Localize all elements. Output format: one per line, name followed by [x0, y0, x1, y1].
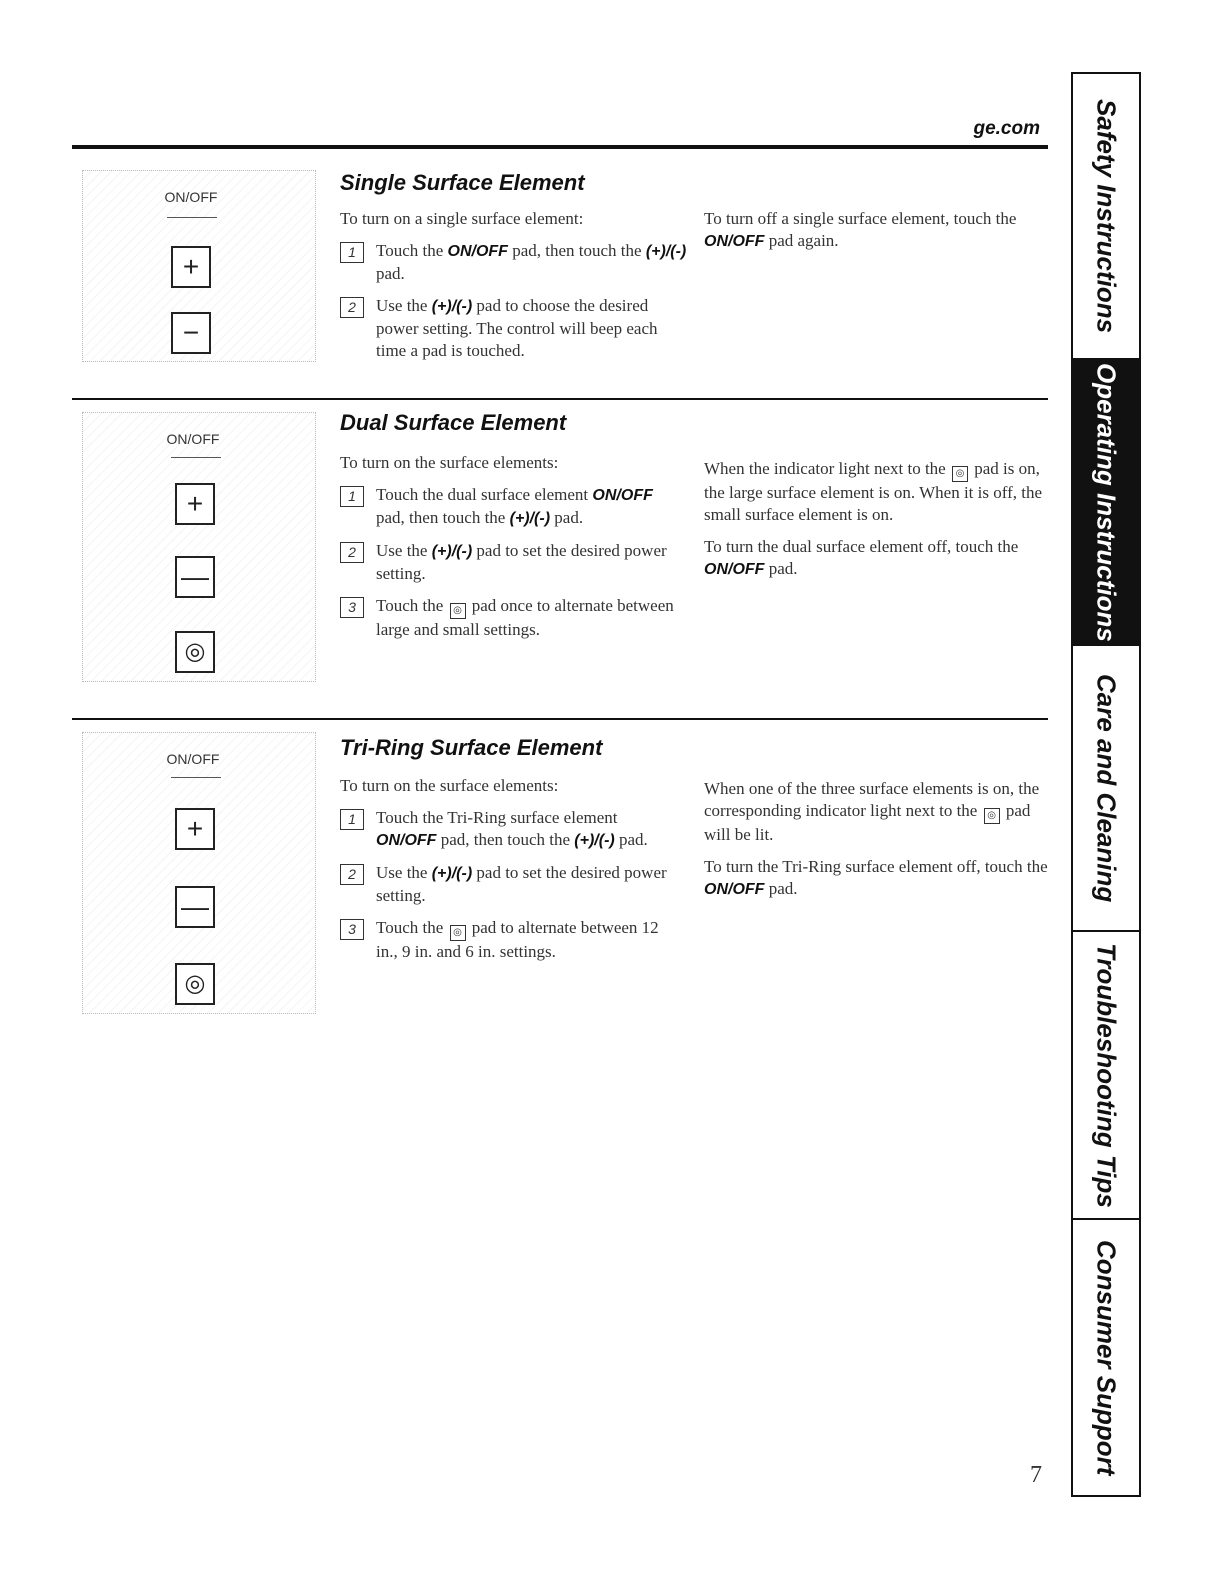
intro-text: To turn on a single surface element: — [340, 209, 584, 228]
indicator-bar — [167, 217, 217, 218]
step-item: 1 Touch the ON/OFF pad, then touch the (+)/(-) pad. — [340, 240, 690, 285]
element-select-pad[interactable]: ◎ — [175, 631, 215, 673]
element-select-icon: ◎ — [450, 603, 466, 619]
step-number: 1 — [340, 242, 364, 263]
section-tri-ring — [72, 720, 1048, 1040]
step-item: 3 Touch the ◎ pad once to alternate between large and small settings. — [340, 595, 680, 641]
plus-pad[interactable]: + — [175, 483, 215, 525]
minus-pad[interactable]: — — [175, 556, 215, 598]
onoff-label: ON/OFF — [166, 431, 220, 447]
step-item: 2 Use the (+)/(-) pad to set the desired power setting. — [340, 540, 680, 585]
plus-pad[interactable]: + — [171, 246, 211, 288]
step-item: 2 Use the (+)/(-) pad to set the desired power setting. — [340, 862, 680, 907]
right-paragraph: To turn off a single surface element, touch the ON/OFF pad again. — [704, 209, 1017, 250]
control-panel-illustration — [82, 170, 316, 362]
indicator-bar — [171, 777, 221, 778]
element-select-icon: ◎ — [984, 808, 1000, 824]
section-dual — [72, 400, 1048, 700]
page-number: 7 — [1030, 1462, 1042, 1488]
tab-operating-instructions[interactable]: Operating Instructions — [1073, 358, 1139, 646]
step-number: 1 — [340, 486, 364, 507]
step-number: 3 — [340, 919, 364, 940]
step-number: 2 — [340, 864, 364, 885]
tab-consumer-support[interactable]: Consumer Support — [1091, 1239, 1122, 1476]
step-item: 3 Touch the ◎ pad to alternate between 12 in., 9 in. and 6 in. settings. — [340, 917, 680, 963]
onoff-label: ON/OFF — [164, 189, 218, 205]
header-rule — [72, 145, 1048, 149]
step-item: 2 Use the (+)/(-) pad to choose the desired power setting. The control will beep each time a pad is touched. — [340, 295, 690, 362]
section-title: Dual Surface Element — [340, 410, 567, 435]
element-select-icon: ◎ — [952, 466, 968, 482]
tab-care-and-cleaning[interactable]: Care and Cleaning — [1091, 673, 1122, 903]
onoff-label: ON/OFF — [166, 751, 220, 767]
minus-pad[interactable]: − — [171, 312, 211, 354]
section-tabs — [1071, 72, 1141, 1497]
control-panel-illustration — [82, 732, 316, 1014]
step-number: 2 — [340, 542, 364, 563]
tab-safety-instructions[interactable]: Safety Instructions — [1091, 98, 1122, 334]
section-title: Single Surface Element — [340, 170, 585, 195]
step-item: 1 Touch the Tri-Ring surface element ON/OFF pad, then touch the (+)/(-) pad. — [340, 807, 680, 852]
right-paragraph: When one of the three surface elements is on, the corresponding indicator light next to the ◎ pad will be lit. — [704, 779, 1040, 844]
left-column — [340, 208, 690, 370]
left-column — [340, 775, 680, 971]
section-single — [72, 150, 1048, 390]
site-url: ge.com — [973, 118, 1040, 139]
tab-troubleshooting-tips[interactable]: Troubleshooting Tips — [1091, 942, 1122, 1208]
step-number: 2 — [340, 297, 364, 318]
intro-text: To turn on the surface elements: — [340, 453, 559, 472]
control-panel-illustration — [82, 412, 316, 682]
indicator-bar — [171, 457, 221, 458]
section-title: Tri-Ring Surface Element — [340, 735, 603, 760]
right-paragraph: To turn the Tri-Ring surface element off, touch the ON/OFF pad. — [704, 857, 1048, 898]
right-paragraph: When the indicator light next to the ◎ pad is on, the large surface element is on. When it is off, the small surface element is on. — [704, 459, 1043, 524]
step-number: 1 — [340, 809, 364, 830]
intro-text: To turn on the surface elements: — [340, 776, 559, 795]
minus-pad[interactable]: — — [175, 886, 215, 928]
left-column — [340, 452, 680, 649]
step-number: 3 — [340, 597, 364, 618]
element-select-icon: ◎ — [450, 925, 466, 941]
right-column — [704, 208, 1044, 263]
right-column — [704, 458, 1049, 591]
step-item: 1 Touch the dual surface element ON/OFF pad, then touch the (+)/(-) pad. — [340, 484, 680, 530]
right-paragraph: To turn the dual surface element off, touch the ON/OFF pad. — [704, 537, 1019, 578]
right-column — [704, 778, 1049, 911]
element-select-pad[interactable]: ◎ — [175, 963, 215, 1005]
plus-pad[interactable]: + — [175, 808, 215, 850]
